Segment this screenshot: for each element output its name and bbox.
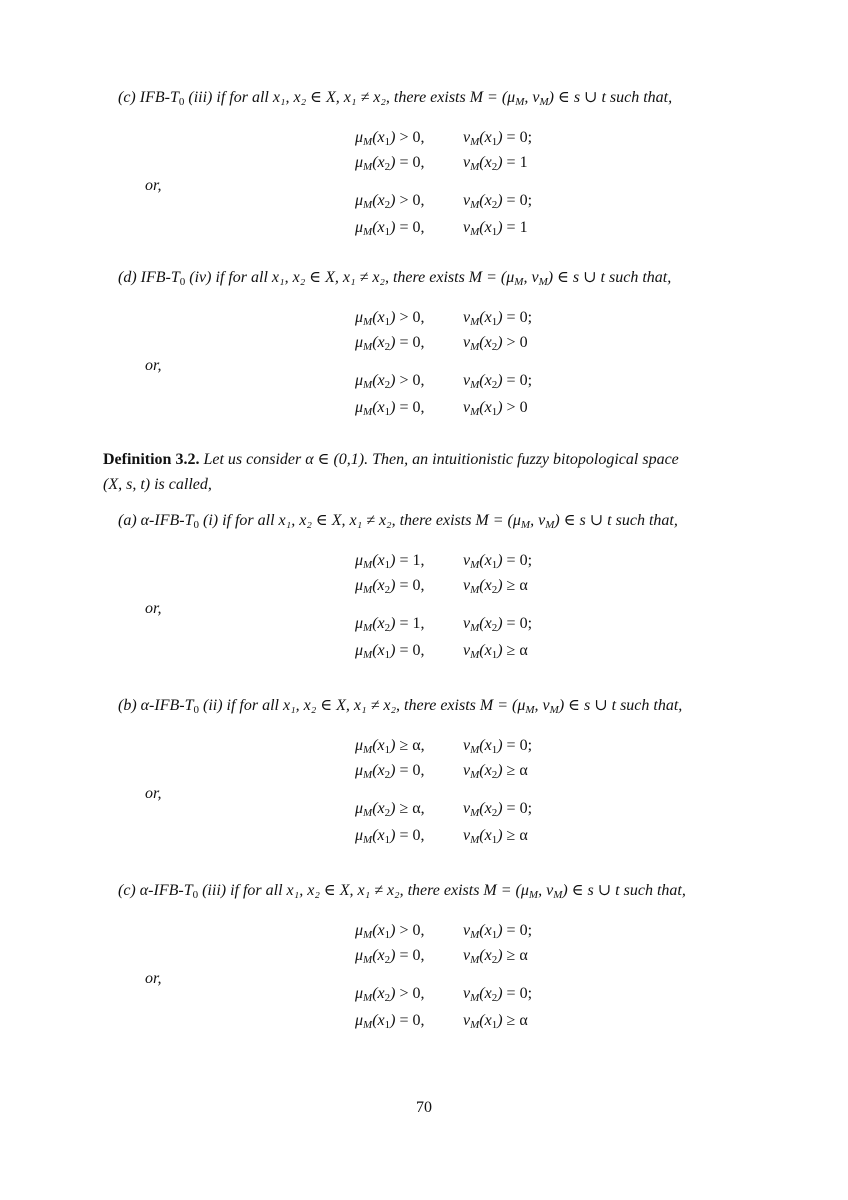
equation-term: $\nu_M(x_1) = 0$;: [463, 737, 533, 756]
equation-left: [355, 191, 425, 211]
equation-relation: ≥ α: [506, 1012, 528, 1029]
equation-left: [355, 153, 425, 173]
equation-relation: = 1: [506, 154, 528, 171]
equation-relation: > 0: [506, 399, 528, 416]
equation-term: $\nu_M(x_2) = 1$: [463, 154, 528, 173]
equation-term: $\mu_M(x_2) = 0$,: [355, 762, 425, 781]
equation-relation: = 0;: [506, 985, 533, 1002]
equation-relation: > 0,: [399, 192, 425, 209]
equation-right: [463, 921, 532, 941]
equation-relation: ≥ α: [506, 577, 528, 594]
definition-line-2: (X, s, t) is called,: [103, 476, 212, 493]
equation-right: [463, 799, 532, 819]
equation-relation: = 0;: [506, 372, 533, 389]
equation-relation: = 0;: [506, 800, 533, 817]
equation-right: [463, 576, 528, 596]
item-label: (d): [118, 269, 141, 286]
equation-term: $\nu_M(x_1) = 0$;: [463, 552, 533, 571]
equation-term: $\nu_M(x_1) \ge \alpha$: [463, 827, 528, 846]
equation-relation: ≥ α,: [399, 800, 425, 817]
item-name: $\alpha-IFB-T_0$: [140, 697, 199, 716]
item-heading: [118, 881, 686, 901]
equation-relation: = 0,: [399, 762, 425, 779]
equation-term: $\nu_M(x_1) \ge \alpha$: [463, 1012, 528, 1031]
equation-left: [355, 946, 425, 966]
equation-term: $\mu_M(x_1) > 0$,: [355, 129, 425, 148]
equation-left: [355, 551, 425, 571]
equation-term: $\nu_M(x_1) = 1$: [463, 219, 528, 238]
equation-relation: > 0: [506, 334, 528, 351]
equation-term: $\mu_M(x_1) \ge \alpha$,: [355, 737, 425, 756]
item-condition: if for all x₁, x₂ ∈ X, x₁ ≠ x₂, there exists $M = (\mu_M$, $\nu_M$) ∈ s ∪ t such that,: [216, 89, 673, 108]
equation-relation: = 0;: [506, 192, 533, 209]
equation-relation: ≥ α,: [399, 737, 425, 754]
equation-term: $\nu_M(x_1) > 0$: [463, 399, 528, 418]
equation-left: [355, 799, 425, 819]
or-label: or,: [145, 177, 162, 194]
equation-right: [463, 826, 528, 846]
equation-right: [463, 1011, 528, 1031]
equation-term: $\mu_M(x_2) = 0$,: [355, 334, 425, 353]
equation-relation: = 0,: [399, 154, 425, 171]
or-label: or,: [145, 785, 162, 802]
item-condition: if for all x₁, x₂ ∈ X, x₁ ≠ x₂, there exists $M = (\mu_M$, $\nu_M$) ∈ s ∪ t such that,: [226, 697, 683, 716]
equation-relation: = 0,: [399, 827, 425, 844]
equation-right: [463, 614, 532, 634]
item-heading: [118, 511, 678, 531]
equation-relation: = 0;: [506, 922, 533, 939]
or-label: or,: [145, 970, 162, 987]
equation-relation: = 1,: [399, 615, 425, 632]
item-heading: [118, 696, 682, 716]
equation-left: [355, 761, 425, 781]
equation-term: $\nu_M(x_1) = 0$;: [463, 922, 533, 941]
item-name: IFB-$T_0$: [140, 269, 186, 288]
item-condition: if for all x₁, x₂ ∈ X, x₁ ≠ x₂, there exists $M = (\mu_M$, $\nu_M$) ∈ s ∪ t such that,: [215, 269, 672, 288]
equation-left: [355, 371, 425, 391]
equation-left: [355, 826, 425, 846]
equation-left: [355, 308, 425, 328]
equation-right: [463, 946, 528, 966]
equation-relation: > 0,: [399, 985, 425, 1002]
equation-term: $\mu_M(x_2) > 0$,: [355, 372, 425, 391]
equation-relation: = 0;: [506, 615, 533, 632]
page-number: 70: [416, 1099, 432, 1116]
equation-right: [463, 218, 528, 238]
equation-relation: ≥ α: [506, 642, 528, 659]
equation-term: $\mu_M(x_2) = 0$,: [355, 154, 425, 173]
item-condition: if for all x₁, x₂ ∈ X, x₁ ≠ x₂, there exists $M = (\mu_M$, $\nu_M$) ∈ s ∪ t such that,: [222, 512, 678, 531]
equation-relation: > 0,: [399, 309, 425, 326]
equation-term: $\mu_M(x_1) > 0$,: [355, 922, 425, 941]
equation-left: [355, 333, 425, 353]
equation-right: [463, 398, 528, 418]
equation-term: $\mu_M(x_1) = 0$,: [355, 399, 425, 418]
equation-relation: = 0;: [506, 129, 533, 146]
equation-term: $\mu_M(x_1) = 0$,: [355, 642, 425, 661]
item-label: (c): [118, 882, 140, 899]
equation-left: [355, 984, 425, 1004]
equation-left: [355, 128, 425, 148]
equation-right: [463, 984, 532, 1004]
equation-term: $\mu_M(x_1) = 1$,: [355, 552, 425, 571]
equation-term: $\mu_M(x_2) = 1$,: [355, 615, 425, 634]
equation-relation: = 0,: [399, 399, 425, 416]
equation-term: $\mu_M(x_1) = 0$,: [355, 219, 425, 238]
equation-relation: > 0,: [399, 372, 425, 389]
equation-term: $\mu_M(x_2) > 0$,: [355, 192, 425, 211]
equation-right: [463, 191, 532, 211]
equation-term: $\nu_M(x_2) \ge \alpha$: [463, 762, 528, 781]
equation-relation: = 0,: [399, 577, 425, 594]
equation-term: $\nu_M(x_1) = 0$;: [463, 309, 533, 328]
equation-relation: = 0,: [399, 1012, 425, 1029]
equation-term: $\nu_M(x_1) \ge \alpha$: [463, 642, 528, 661]
equation-right: [463, 308, 532, 328]
equation-relation: = 0,: [399, 219, 425, 236]
definition-text: Let us consider α ∈ (0,1). Then, an intuitionistic fuzzy bitopological space: [203, 451, 679, 468]
item-name: $\alpha-IFB-T_0$: [140, 512, 199, 531]
item-heading: [118, 88, 672, 108]
equation-term: $\nu_M(x_2) > 0$: [463, 334, 528, 353]
equation-left: [355, 614, 425, 634]
equation-term: $\nu_M(x_2) \ge \alpha$: [463, 577, 528, 596]
equation-left: [355, 641, 425, 661]
equation-left: [355, 921, 425, 941]
item-qualifier: (i): [198, 512, 223, 529]
equation-relation: = 0,: [399, 642, 425, 659]
item-label: (c): [118, 89, 140, 106]
equation-relation: = 0;: [506, 552, 533, 569]
equation-relation: = 0;: [506, 737, 533, 754]
equation-right: [463, 153, 528, 173]
item-label: (a): [118, 512, 141, 529]
equation-relation: ≥ α: [506, 762, 528, 779]
definition-heading: Definition 3.2.: [103, 451, 200, 468]
equation-term: $\nu_M(x_2) = 0$;: [463, 800, 533, 819]
equation-relation: = 0;: [506, 309, 533, 326]
equation-term: $\mu_M(x_2) = 0$,: [355, 947, 425, 966]
equation-term: $\mu_M(x_2) = 0$,: [355, 577, 425, 596]
item-label: (b): [118, 697, 141, 714]
equation-relation: ≥ α: [506, 827, 528, 844]
equation-term: $\nu_M(x_2) = 0$;: [463, 985, 533, 1004]
equation-term: $\nu_M(x_2) = 0$;: [463, 615, 533, 634]
item-qualifier: (iv): [185, 269, 216, 286]
item-name: IFB-$T_0$: [139, 89, 185, 108]
equation-relation: = 0,: [399, 947, 425, 964]
equation-term: $\mu_M(x_2) \ge \alpha$,: [355, 800, 425, 819]
or-label: or,: [145, 357, 162, 374]
equation-term: $\nu_M(x_2) = 0$;: [463, 372, 533, 391]
equation-relation: = 1: [506, 219, 528, 236]
equation-term: $\mu_M(x_2) > 0$,: [355, 985, 425, 1004]
item-qualifier: (iii): [198, 882, 231, 899]
equation-term: $\mu_M(x_1) = 0$,: [355, 1012, 425, 1031]
equation-right: [463, 333, 528, 353]
equation-left: [355, 736, 425, 756]
equation-right: [463, 128, 532, 148]
equation-relation: = 0,: [399, 334, 425, 351]
equation-term: $\nu_M(x_2) \ge \alpha$: [463, 947, 528, 966]
equation-left: [355, 576, 425, 596]
equation-right: [463, 551, 532, 571]
equation-term: $\nu_M(x_1) = 0$;: [463, 129, 533, 148]
or-label: or,: [145, 600, 162, 617]
item-qualifier: (ii): [198, 697, 227, 714]
definition-line-1: [103, 450, 761, 470]
equation-term: $\nu_M(x_2) = 0$;: [463, 192, 533, 211]
equation-right: [463, 736, 532, 756]
equation-relation: = 1,: [399, 552, 425, 569]
equation-term: $\mu_M(x_1) > 0$,: [355, 309, 425, 328]
equation-right: [463, 371, 532, 391]
equation-relation: > 0,: [399, 922, 425, 939]
equation-relation: ≥ α: [506, 947, 528, 964]
equation-relation: > 0,: [399, 129, 425, 146]
item-condition: if for all x₁, x₂ ∈ X, x₁ ≠ x₂, there exists $M = (\mu_M$, $\nu_M$) ∈ s ∪ t such that,: [230, 882, 686, 901]
item-name: $\alpha-IFB-T_0$: [139, 882, 199, 901]
equation-right: [463, 761, 528, 781]
item-qualifier: (iii): [184, 89, 217, 106]
equation-left: [355, 1011, 425, 1031]
equation-left: [355, 218, 425, 238]
equation-left: [355, 398, 425, 418]
item-heading: [118, 268, 671, 288]
equation-term: $\mu_M(x_1) = 0$,: [355, 827, 425, 846]
equation-right: [463, 641, 528, 661]
